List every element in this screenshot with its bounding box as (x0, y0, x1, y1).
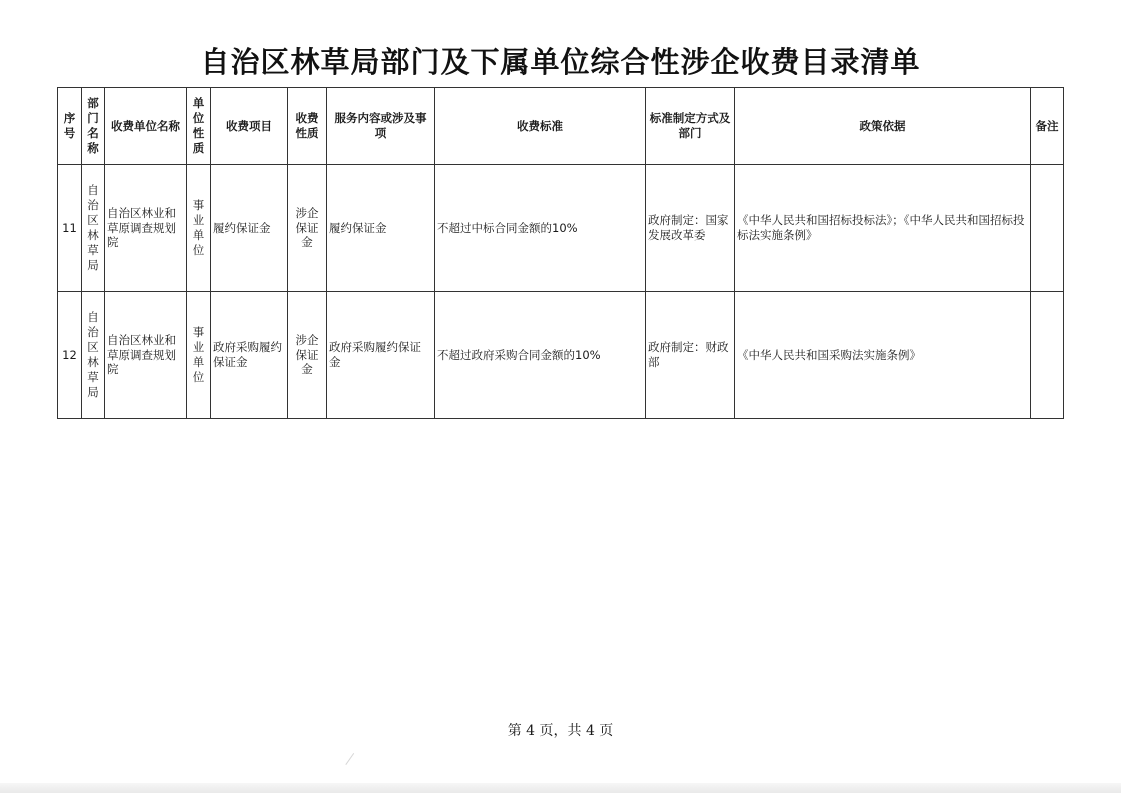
header-remark: 备注 (1031, 88, 1064, 165)
cell-standard: 不超过政府采购合同金额的10% (435, 292, 646, 419)
cell-remark (1031, 165, 1064, 292)
header-nature: 收费性质 (288, 88, 327, 165)
cell-seq: 11 (58, 165, 82, 292)
cell-unit-type: 事业单位 (187, 292, 211, 419)
cell-nature: 涉企保证金 (288, 292, 327, 419)
scan-edge (0, 783, 1121, 793)
table-row (58, 292, 1064, 419)
header-unit-name: 收费单位名称 (105, 88, 187, 165)
header-seq: 序号 (58, 88, 82, 165)
cell-method: 政府制定：国家发展改革委 (646, 165, 735, 292)
cell-item: 履约保证金 (211, 165, 288, 292)
header-standard: 收费标准 (435, 88, 646, 165)
header-basis: 政策依据 (735, 88, 1031, 165)
cell-basis: 《中华人民共和国采购法实施条例》 (735, 292, 1031, 419)
header-unit-type: 单位性质 (187, 88, 211, 165)
cell-unit-name: 自治区林业和草原调查规划院 (105, 292, 187, 419)
cell-unit-type: 事业单位 (187, 165, 211, 292)
cell-service: 履约保证金 (327, 165, 435, 292)
table-header-row (58, 88, 1064, 165)
cell-seq: 12 (58, 292, 82, 419)
scan-mark (345, 753, 365, 773)
header-service: 服务内容或涉及事项 (327, 88, 435, 165)
cell-service: 政府采购履约保证金 (327, 292, 435, 419)
header-method: 标准制定方式及部门 (646, 88, 735, 165)
header-dept: 部门名称 (82, 88, 105, 165)
page-number: 第 4 页，共 4 页 (507, 723, 614, 739)
cell-dept: 自治区林草局 (82, 292, 105, 419)
cell-unit-name: 自治区林业和草原调查规划院 (105, 165, 187, 292)
cell-basis: 《中华人民共和国招标投标法》；《中华人民共和国招标投标法实施条例》 (735, 165, 1031, 292)
cell-remark (1031, 292, 1064, 419)
header-item: 收费项目 (211, 88, 288, 165)
cell-dept: 自治区林草局 (82, 165, 105, 292)
cell-standard: 不超过中标合同金额的10% (435, 165, 646, 292)
table-row (58, 165, 1064, 292)
fee-catalog-table (57, 87, 1064, 419)
cell-item: 政府采购履约保证金 (211, 292, 288, 419)
cell-nature: 涉企保证金 (288, 165, 327, 292)
page-title: 自治区林草局部门及下属单位综合性涉企收费目录清单 (200, 45, 921, 79)
cell-method: 政府制定：财政部 (646, 292, 735, 419)
